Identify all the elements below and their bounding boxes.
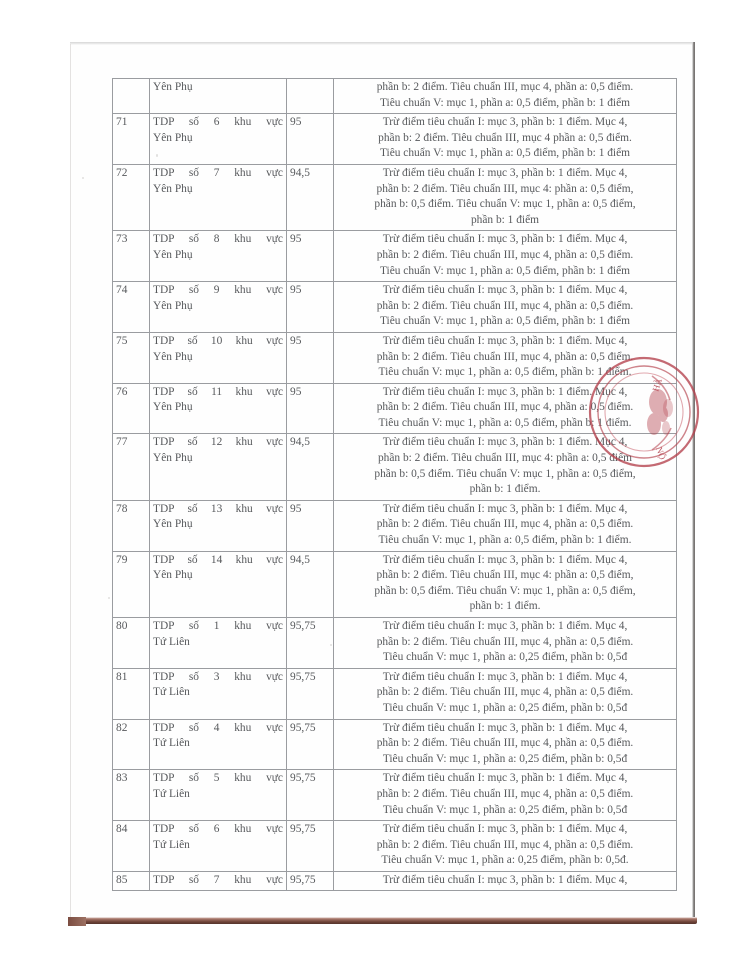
- note-line: Trừ điểm tiêu chuẩn I: mục 3, phần b: 1 điểm. Mục 4,: [382, 436, 628, 449]
- note-line: phần b: 2 điểm. Tiêu chuẩn III, mục 4: phần a: 0,5 điểm: [377, 452, 633, 465]
- cell-stt: 79: [113, 551, 150, 617]
- cell-name-line2: Yên Phụ: [153, 299, 193, 312]
- note-line: phần b: 2 điểm. Tiêu chuẩn III, mục 4, phần a: 0,5 điểm.: [376, 635, 634, 648]
- seal-text-ha: HÀ: [650, 377, 664, 393]
- table-row[interactable]: [113, 434, 677, 500]
- seal-text-noi: NỘ: [654, 445, 668, 461]
- scan-speck: [108, 597, 110, 599]
- cell-note: [334, 434, 677, 500]
- cell-name-line2: Tứ Liên: [153, 787, 190, 800]
- cell-score: [287, 79, 334, 114]
- table-row[interactable]: [113, 821, 677, 872]
- cell-name-line1: TDP số 4 khu vực: [153, 721, 283, 734]
- cell-stt: 83: [113, 770, 150, 821]
- note-line: Trừ điểm tiêu chuẩn I: mục 3, phần b: 1 điểm. Mục 4,: [382, 620, 628, 632]
- note-line: Tiêu chuẩn V: mục 1, phần a: 0,5 điểm, phần b: 1 điểm.: [378, 416, 632, 429]
- note-line: Tiêu chuẩn V: mục 1, phần a: 0,5 điểm, phần b: 1 điểm: [379, 264, 631, 277]
- sheet-bottom-edge: [68, 917, 697, 924]
- cell-name-line1: TDP số 12 khu vực: [153, 436, 283, 449]
- scanner-top-margin: [0, 0, 740, 44]
- cell-name-line1: TDP số 10 khu vực: [153, 334, 283, 347]
- cell-name-line2: Tứ Liên: [153, 635, 190, 648]
- cell-name: [150, 282, 287, 333]
- note-line: Trừ điểm tiêu chuẩn I: mục 3, phần b: 1 điểm. Mục 4,: [382, 873, 628, 886]
- cell-stt: [113, 79, 150, 114]
- cell-name-line1: TDP số 6 khu vực: [153, 116, 283, 129]
- note-line: phần b: 2 điểm. Tiêu chuẩn III, mục 4, phần a: 0,5 điểm.: [376, 299, 634, 312]
- cell-name-line2: Yên Phụ: [153, 452, 193, 465]
- cell-name: [150, 114, 287, 165]
- sheet-top-edge: [70, 42, 695, 45]
- cell-note: [334, 821, 677, 872]
- cell-stt: 82: [113, 719, 150, 770]
- sheet-right-edge: [692, 42, 695, 918]
- note-line: Tiêu chuẩn V: mục 1, phần a: 0,5 điểm, phần b: 1 điểm: [379, 96, 631, 109]
- table-row[interactable]: [113, 231, 677, 282]
- note-line: Trừ điểm tiêu chuẩn I: mục 3, phần b: 1 điểm. Mục 4,: [382, 334, 628, 347]
- note-line: Tiêu chuẩn V: mục 1, phần a: 0,25 điểm, phần b: 0,5đ: [382, 803, 628, 816]
- note-line: phần b: 2 điểm. Tiêu chuẩn III, mục 4: phần a: 0,5 điểm,: [376, 569, 634, 582]
- cell-name-line1: TDP số 14 khu vực: [153, 553, 283, 566]
- note-line: Tiêu chuẩn V: mục 1, phần a: 0,25 điểm, phần b: 0,5đ: [382, 651, 628, 664]
- cell-name: [150, 231, 287, 282]
- sheet-left-edge: [70, 44, 71, 918]
- cell-stt: 73: [113, 231, 150, 282]
- table-row[interactable]: [113, 668, 677, 719]
- note-line: phần b: 0,5 điểm. Tiêu chuẩn V: mục 1, phần a: 0,5 điểm,: [374, 198, 636, 211]
- cell-name-line1: TDP số 13 khu vực: [153, 502, 283, 515]
- cell-score: 95: [287, 231, 334, 282]
- cell-note: [334, 668, 677, 719]
- cell-stt: 74: [113, 282, 150, 333]
- note-line: Tiêu chuẩn V: mục 1, phần a: 0,5 điểm, phần b: 1 điểm.: [378, 534, 632, 547]
- note-line: Trừ điểm tiêu chuẩn I: mục 3, phần b: 1 điểm. Mục 4,: [382, 166, 628, 179]
- cell-score: 95,75: [287, 618, 334, 669]
- cell-name-line2: Tứ Liên: [153, 838, 190, 851]
- cell-name: [150, 618, 287, 669]
- note-line: phần b: 2 điểm. Tiêu chuẩn III, mục 4: phần a: 0,5 điểm,: [376, 182, 634, 195]
- cell-note: [334, 551, 677, 617]
- note-line: phần b: 1 điểm.: [469, 483, 541, 496]
- note-line: phần b: 1 điểm.: [469, 600, 541, 613]
- cell-score: 94,5: [287, 164, 334, 230]
- cell-name: [150, 500, 287, 551]
- cell-stt: 75: [113, 332, 150, 383]
- note-line: Trừ điểm tiêu chuẩn I: mục 3, phần b: 1 điểm. Mục 4,: [382, 553, 628, 566]
- cell-name-line1: TDP số 1 khu vực: [153, 620, 283, 632]
- cell-note: [334, 500, 677, 551]
- cell-note: [334, 282, 677, 333]
- cell-name-line1: TDP số 6 khu vực: [153, 823, 283, 836]
- cell-stt: 71: [113, 114, 150, 165]
- note-line: Trừ điểm tiêu chuẩn I: mục 3, phần b: 1 điểm. Mục 4,: [382, 502, 628, 515]
- cell-name: [150, 164, 287, 230]
- note-line: phần b: 2 điểm. Tiêu chuẩn III, mục 4, phần a: 0,5 điểm.: [376, 686, 634, 699]
- cell-score: 95: [287, 500, 334, 551]
- paper-sheet: [70, 42, 695, 918]
- cell-score: 95,75: [287, 821, 334, 872]
- note-line: Trừ điểm tiêu chuẩn I: mục 3, phần b: 1 điểm. Mục 4,: [382, 772, 628, 785]
- cell-stt: 80: [113, 618, 150, 669]
- note-line: phần b: 0,5 điểm. Tiêu chuẩn V: mục 1, phần a: 0,5 điểm,: [374, 584, 636, 597]
- table-row[interactable]: [113, 719, 677, 770]
- cell-note: [334, 618, 677, 669]
- note-line: Trừ điểm tiêu chuẩn I: mục 3, phần b: 1 điểm. Mục 4,: [382, 284, 628, 297]
- cell-score: 95: [287, 282, 334, 333]
- evaluation-results-table: [112, 78, 677, 891]
- note-line: phần b: 2 điểm. Tiêu chuẩn III, mục 4, phần a: 0,5 điểm.: [376, 838, 634, 851]
- cell-stt: 76: [113, 383, 150, 434]
- cell-name-line2: Tứ Liên: [153, 737, 190, 750]
- cell-name-line1: TDP số 5 khu vực: [153, 772, 283, 785]
- table-row[interactable]: [113, 79, 677, 114]
- cell-name-line2: Yên Phụ: [153, 401, 193, 414]
- note-line: Trừ điểm tiêu chuẩn I: mục 3, phần b: 1 điểm. Mục 4,: [382, 823, 628, 836]
- cell-note: [334, 231, 677, 282]
- cell-note: [334, 719, 677, 770]
- cell-note: [334, 383, 677, 434]
- table-row[interactable]: [113, 618, 677, 669]
- cell-name-line1: TDP số 11 khu vực: [153, 385, 283, 398]
- note-line: Tiêu chuẩn V: mục 1, phần a: 0,5 điểm, phần b: 1 điểm.: [378, 366, 632, 379]
- scan-speck: [82, 177, 84, 179]
- note-line: Tiêu chuẩn V: mục 1, phần a: 0,25 điểm, phần b: 0,5đ: [382, 752, 628, 765]
- cell-name: [150, 668, 287, 719]
- note-line: Trừ điểm tiêu chuẩn I: mục 3, phần b: 1 điểm. Mục 4,: [382, 385, 628, 398]
- cell-name: [150, 821, 287, 872]
- cell-stt: 81: [113, 668, 150, 719]
- table-body: [113, 79, 677, 891]
- cell-name-line1: TDP số 7 khu vực: [153, 166, 283, 179]
- cell-name-line1: TDP số 7 khu vực: [153, 873, 283, 886]
- cell-score: 94,5: [287, 434, 334, 500]
- table-row[interactable]: [113, 770, 677, 821]
- cell-name: [150, 434, 287, 500]
- note-line: phần b: 2 điểm. Tiêu chuẩn III, mục 4 phần a: 0,5 điểm.: [378, 131, 632, 144]
- cell-name-line2: Tứ Liên: [153, 686, 190, 699]
- cell-name-line1: TDP số 8 khu vực: [153, 233, 283, 246]
- note-line: Trừ điểm tiêu chuẩn I: mục 3, phần b: 1 điểm. Mục 4,: [382, 116, 628, 129]
- cell-stt: 72: [113, 164, 150, 230]
- table-row[interactable]: [113, 114, 677, 165]
- cell-note: [334, 871, 677, 890]
- table-row[interactable]: [113, 164, 677, 230]
- cell-note: [334, 332, 677, 383]
- note-line: phần b: 2 điểm. Tiêu chuẩn III, mục 4, phần a: 0,5 điểm.: [376, 350, 634, 363]
- cell-score: 95: [287, 383, 334, 434]
- cell-note: [334, 164, 677, 230]
- cell-name: [150, 79, 287, 114]
- table-row[interactable]: [113, 332, 677, 383]
- note-line: Tiêu chuẩn V: mục 1, phần a: 0,5 điểm, phần b: 1 điểm: [379, 147, 631, 160]
- cell-stt: 84: [113, 821, 150, 872]
- cell-score: 95,75: [287, 668, 334, 719]
- cell-score: 95: [287, 114, 334, 165]
- table-row[interactable]: [113, 383, 677, 434]
- note-line: Trừ điểm tiêu chuẩn I: mục 3, phần b: 1 điểm. Mục 4,: [382, 670, 628, 683]
- note-line: Tiêu chuẩn V: mục 1, phần a: 0,25 điểm, phần b: 0,5đ: [382, 701, 628, 714]
- table-row[interactable]: [113, 500, 677, 551]
- cell-note: [334, 114, 677, 165]
- cell-score: 95,75: [287, 871, 334, 890]
- note-line: phần b: 2 điểm. Tiêu chuẩn III, mục 4, phần a: 0,5 điểm.: [376, 248, 634, 261]
- cell-stt: 85: [113, 871, 150, 890]
- note-line: Tiêu chuẩn V: mục 1, phần a: 0,25 điểm, phần b: 0,5đ.: [381, 854, 629, 867]
- cell-name-line2: Yên Phụ: [153, 350, 193, 363]
- cell-score: 95: [287, 332, 334, 383]
- cell-name-line2: Yên Phụ: [153, 569, 193, 582]
- cell-score: 95,75: [287, 770, 334, 821]
- cell-name-line2: Yên Phụ: [153, 248, 193, 261]
- note-line: phần b: 0,5 điểm. Tiêu chuẩn V: mục 1, phần a: 0,5 điểm,: [374, 467, 636, 480]
- cell-stt: 77: [113, 434, 150, 500]
- cell-name: [150, 383, 287, 434]
- cell-name-line2: Yên Phụ: [153, 518, 193, 531]
- note-line: phần b: 2 điểm. Tiêu chuẩn III, mục 4, phần a: 0,5 điểm.: [376, 81, 634, 93]
- cell-name: [150, 770, 287, 821]
- cell-name: [150, 551, 287, 617]
- note-line: Tiêu chuẩn V: mục 1, phần a: 0,5 điểm, phần b: 1 điểm: [379, 315, 631, 328]
- cell-name-line1: TDP số 9 khu vực: [153, 284, 283, 297]
- note-line: phần b: 1 điểm: [470, 213, 540, 226]
- cell-name-line2: Yên Phụ: [153, 182, 193, 195]
- cell-name: [150, 332, 287, 383]
- note-line: phần b: 2 điểm. Tiêu chuẩn III, mục 4, phần a: 0,5 điểm.: [376, 518, 634, 531]
- cell-name: [150, 719, 287, 770]
- sheet-bottom-corner-shadow: [68, 917, 86, 926]
- note-line: Trừ điểm tiêu chuẩn I: mục 3, phần b: 1 điểm. Mục 4,: [382, 233, 628, 246]
- table-row[interactable]: [113, 871, 677, 890]
- note-line: phần b: 2 điểm. Tiêu chuẩn III, mục 4, phần a: 0,5 điểm.: [376, 737, 634, 750]
- cell-name-line1: TDP số 3 khu vực: [153, 670, 283, 683]
- cell-name-line2: Yên Phụ: [153, 81, 193, 93]
- cell-note: [334, 770, 677, 821]
- cell-name: [150, 871, 287, 890]
- note-line: phần b: 2 điểm. Tiêu chuẩn III, mục 4, phần a: 0,5 điểm.: [376, 787, 634, 800]
- note-line: Trừ điểm tiêu chuẩn I: mục 3, phần b: 1 điểm. Mục 4,: [382, 721, 628, 734]
- table-row[interactable]: [113, 551, 677, 617]
- table-row[interactable]: [113, 282, 677, 333]
- cell-score: 95,75: [287, 719, 334, 770]
- cell-stt: 78: [113, 500, 150, 551]
- note-line: phần b: 2 điểm. Tiêu chuẩn III, mục 4, phần a: 0,5 điểm.: [376, 401, 634, 414]
- cell-name-line2: Yên Phụ: [153, 131, 193, 144]
- cell-note: [334, 79, 677, 114]
- cell-score: 94,5: [287, 551, 334, 617]
